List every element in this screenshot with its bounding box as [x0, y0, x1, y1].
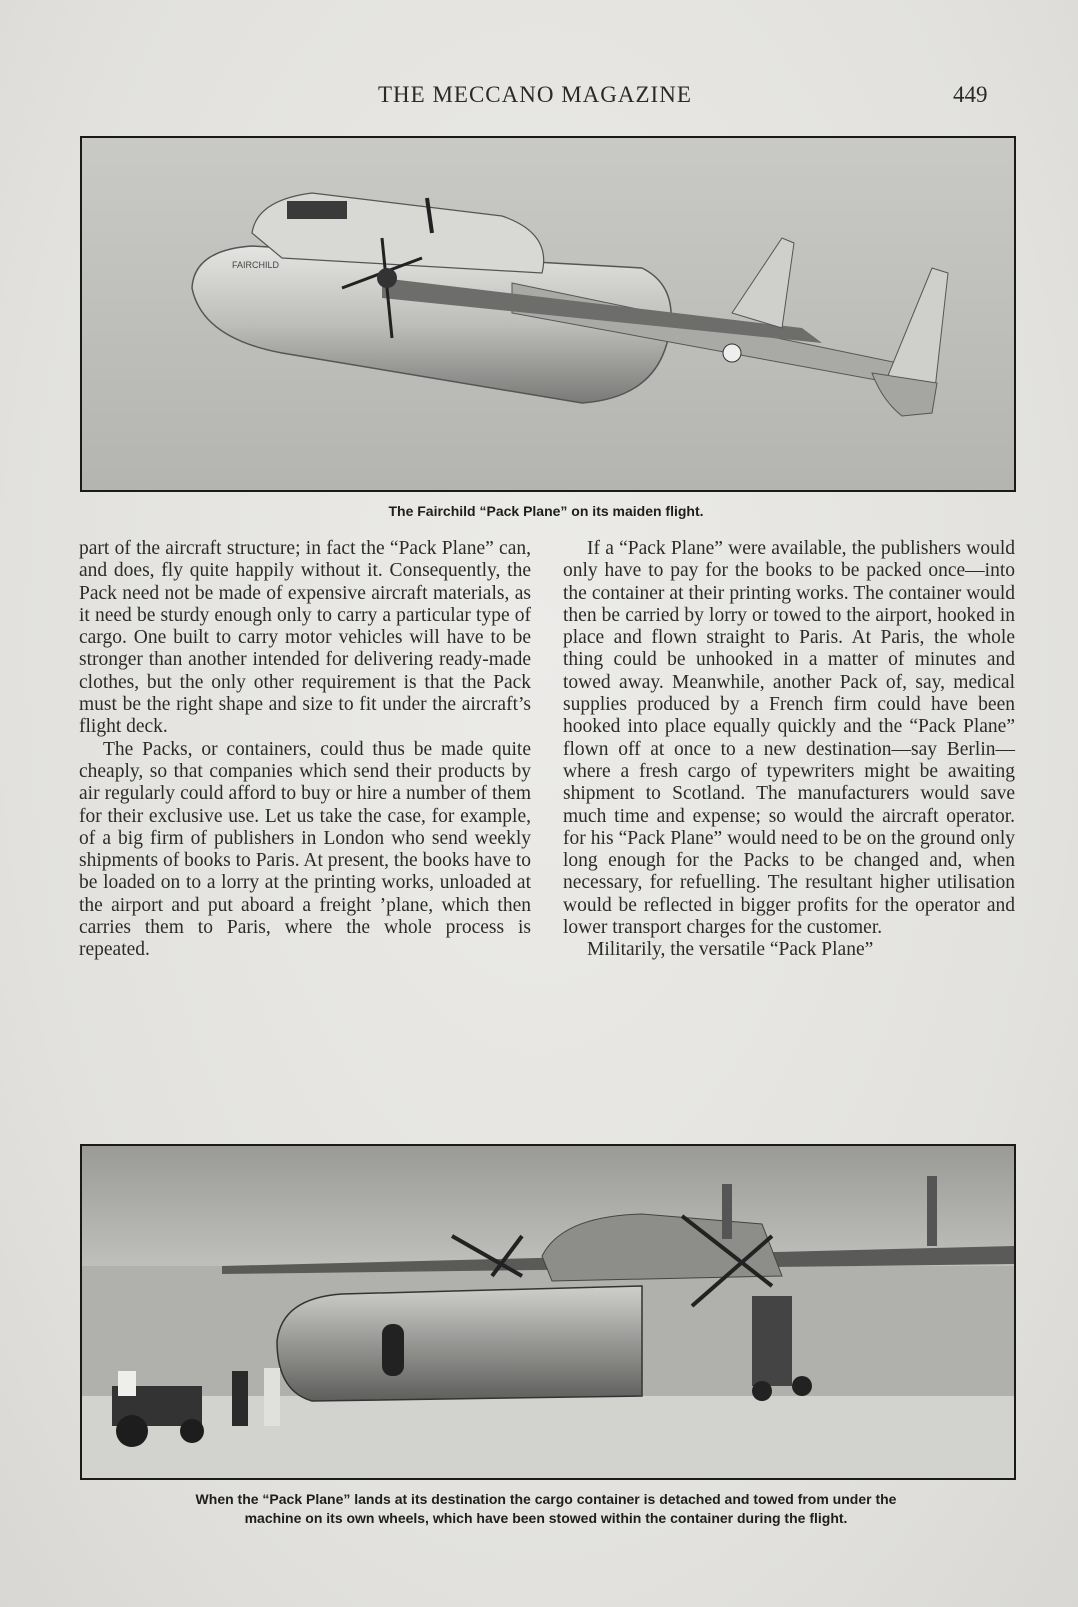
photo-pack-plane-in-flight [80, 136, 1016, 492]
aircraft-in-flight-image [82, 138, 1014, 490]
svg-text:FAIRCHILD: FAIRCHILD [232, 260, 280, 270]
magazine-title: THE MECCANO MAGAZINE [378, 82, 692, 107]
bottom-photo-caption [80, 1490, 1012, 1528]
text-column-right [563, 538, 1015, 962]
bottom-caption-line-2: machine on its own wheels, which have been stowed within the container during the flight. [244, 1510, 848, 1526]
photo-pack-plane-on-ground [80, 1144, 1016, 1480]
running-header [0, 82, 1078, 112]
text-column-left [79, 538, 531, 962]
left-paragraph-2: The Packs, or containers, could thus be made quite cheaply, so that companies which send their products by air regularly could afford to buy or hire a number of them for their exclusive use. Let us take the case, for example, of a big firm of publishers in London who send weekly shipments of books to Paris. At present, the books have to be loaded on to a lorry at the printing works, unloaded at the airport and put aboard a freight ’plane, which then carries them to Paris, where the whole process is repeated. [79, 738, 531, 961]
bottom-caption-line-1: When the “Pack Plane” lands at its destination the cargo container is detached and towed from under the [195, 1491, 897, 1507]
aircraft-on-ground-image [82, 1146, 1014, 1478]
left-paragraph-1: part of the aircraft structure; in fact the “Pack Plane” can, and does, fly quite happily without it. Consequently, the Pack need not be made of expensive aircraft materials, as it need be sturdy enough only to carry a particular type of cargo. One built to carry motor vehicles will have to be stronger than another intended for delivering ready-made clothes, but the only other requirement is that the Pack must be the right shape and size to fit under the aircraft’s flight deck. [79, 538, 531, 738]
right-paragraph-1: If a “Pack Plane” were available, the publishers would only have to pay for the books to be packed once—into the container at their printing works. The container would then be carried by lorry or towed to the airport, hooked in place and flown straight to Paris. At Paris, the whole thing could be unhooked in a matter of minutes and towed away. Meanwhile, another Pack of, say, medical supplies produced by a French firm could have been hooked into place equally quickly and the “Pack Plane” flown off at once to a new destination—say Berlin—where a fresh cargo of typewriters might be awaiting shipment to Scotland. The manufacturers would save much time and expense; so would the aircraft operator. for his “Pack Plane” would need to be on the ground only long enough for the Packs to be changed and, when necessary, for refuelling. The resultant higher utilisation would be reflected in bigger profits for the operator and lower transport charges for the customer. [563, 538, 1015, 939]
page-number: 449 [953, 82, 988, 107]
top-photo-caption: The Fairchild “Pack Plane” on its maiden flight. [388, 503, 704, 519]
right-paragraph-2: Militarily, the versatile “Pack Plane” [587, 939, 874, 961]
